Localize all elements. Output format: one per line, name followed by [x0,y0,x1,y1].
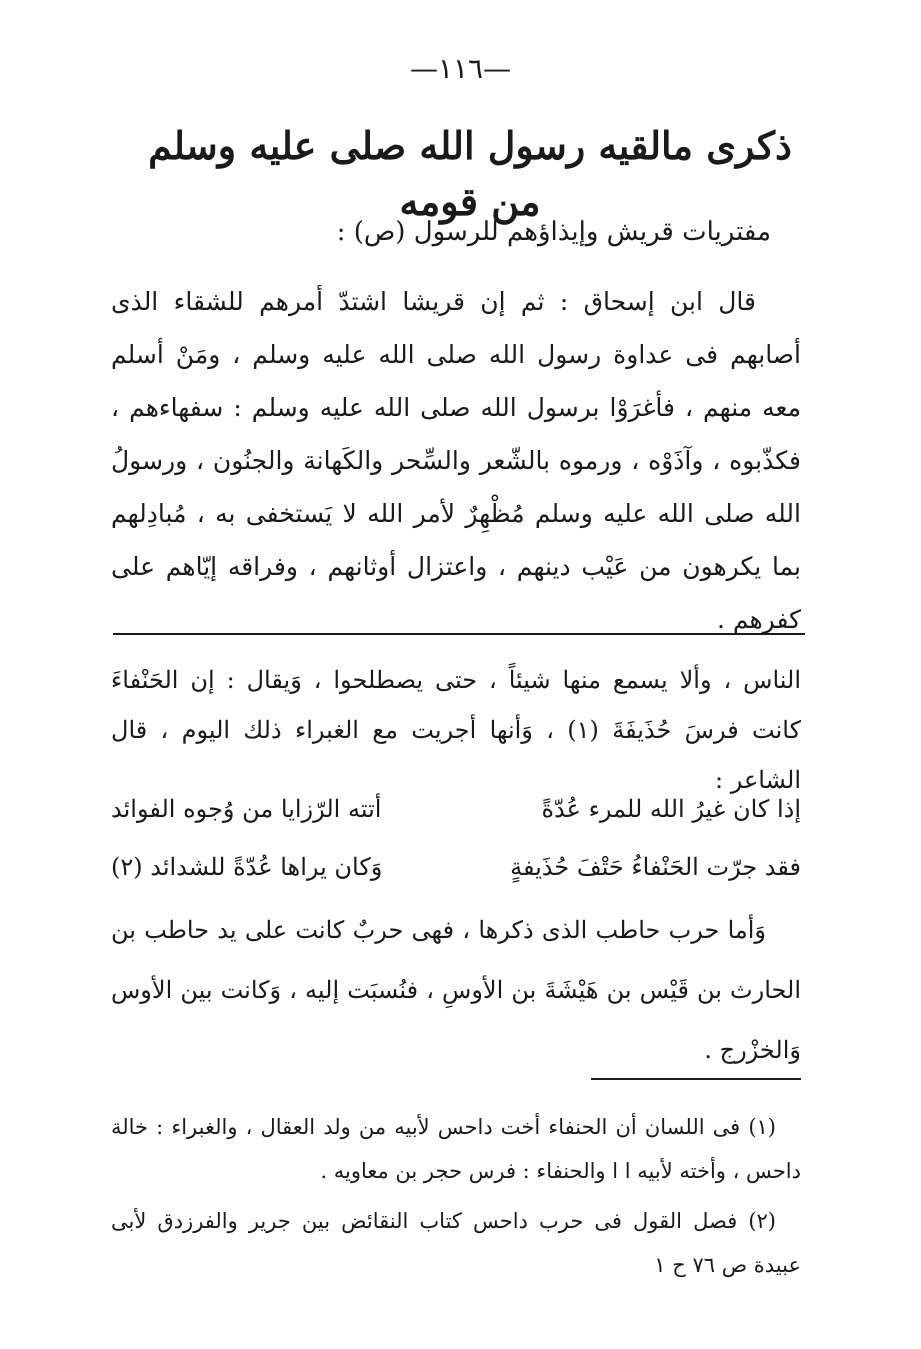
footnote: (١) فى اللسان أن الحنفاء أخت داحس لأبيه من ولد العقال ، والغبراء : خالة داحس ، وأخته لأبيه ا ا والحنفاء : فرس حجر بن معاويه . [111,1115,801,1183]
verse-line [111,838,801,896]
main-paragraph: قال ابن إسحاق : ثم إن قريشا اشتدّ أمرهم للشقاء الذى أصابهم فى عداوة رسول الله صلى الله عليه وسلم ، ومَنْ أسلم معه منهم ، فأغرَوْا برسول الله صلى الله عليه وسلم : سفهاءهم ، فكذّبوه ، وآذَوْه ، ورموه بالشّعر والسِّحر والكَهانة والجنُون ، ورسولُ الله صلى الله عليه وسلم مُظْهِرٌ لأمر الله لا يَستخفى به ، مُبادِلهم بما يكرهون من عَيْب دينهم ، واعتزال أوثانهم ، وفراقه إيّاهم على كفرهم . [111,287,801,634]
footnotes [111,1105,801,1293]
chapter-title: ذكرى مالقيه رسول الله صلى عليه وسلم من قومه [148,123,792,224]
lower-paragraph-1: الناس ، وألا يسمع منها شيئاً ، حتى يصطلحوا ، وَيقال : إن الحَنْفاءَ كانت فرسَ حُذَيفَةَ (١) ، وَأنها أجريت مع الغبراء ذلك اليوم ، قال الشاعر : [111,666,802,794]
verse-second-hemistich: وَكان يراها عُدّةً للشدائد (٢) [111,853,383,881]
section-heading: مفتريات قريش وإيذاؤهم للرسول (ص) : [336,217,771,247]
lower-paragraph-2: وَأما حرب حاطب الذى ذكرها ، فهى حربٌ كانت على يد حاطب بن الحارث بن قَيْس بن هَيْشَةَ بن الأوسِ ، فنُسبَت إليه ، وَكانت بين الأوس وَالخزْرج . [111,916,801,1064]
page-number: —١١٦— [409,52,512,85]
verse-line [111,780,801,838]
footnote-divider [591,1078,801,1080]
poem [111,780,801,896]
verse-first-hemistich: فقد جرّت الحَنْفاءُ حَتْفَ حُذَيفةٍ [510,853,801,881]
verse-second-hemistich: أتته الرّزايا من وُجوه الفوائد [111,795,382,823]
section-divider [113,633,805,635]
verse-first-hemistich: إذا كان غيرُ الله للمرء عُدّةً [541,795,801,823]
footnote: (٢) فصل القول فى حرب داحس كتاب النقائض بين جرير والفرزدق لأبى عبيدة ص ٧٦ ح ١ [111,1209,801,1277]
